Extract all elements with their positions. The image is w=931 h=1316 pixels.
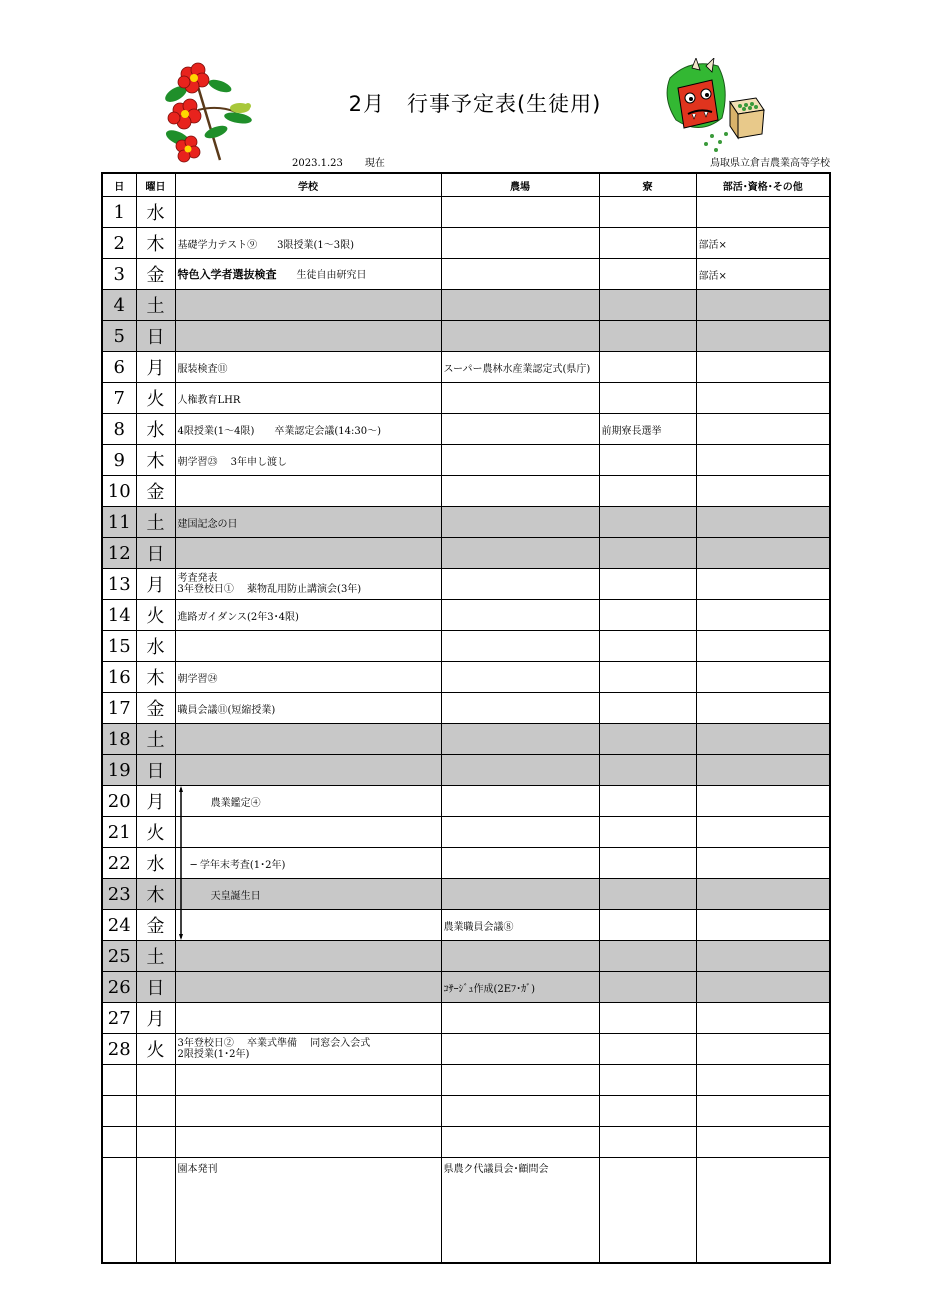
- dorm-event: 前期寮長選挙: [599, 414, 696, 445]
- school-event-text: 生徒自由研究日: [276, 270, 367, 281]
- table-row: [102, 197, 830, 228]
- weekday: 金: [136, 259, 175, 290]
- notes-weekday: [136, 1158, 175, 1264]
- school-event: [175, 290, 441, 321]
- weekday: 火: [136, 600, 175, 631]
- weekday: 火: [136, 1034, 175, 1065]
- weekday: 月: [136, 1003, 175, 1034]
- school-event: 天皇誕生日: [175, 879, 441, 910]
- dorm-event: [599, 724, 696, 755]
- club-event: [696, 538, 830, 569]
- school-event: [175, 321, 441, 352]
- club-event: [696, 879, 830, 910]
- club-event: 部活×: [696, 228, 830, 259]
- table-row: [102, 1127, 830, 1158]
- farm-event: [441, 569, 599, 600]
- school-event: 進路ガイダンス(2年3･4限): [175, 600, 441, 631]
- day-number: 6: [102, 352, 136, 383]
- weekday: [136, 1096, 175, 1127]
- col-dorm: 寮: [599, 173, 696, 197]
- club-event: [696, 1034, 830, 1065]
- dorm-event: [599, 476, 696, 507]
- day-number: 28: [102, 1034, 136, 1065]
- school-event: 朝学習㉓ 3年申し渡し: [175, 445, 441, 476]
- table-row: [102, 631, 830, 662]
- school-event: [175, 941, 441, 972]
- table-row: [102, 383, 830, 414]
- weekday: 火: [136, 817, 175, 848]
- table-row: [102, 228, 830, 259]
- weekday: 水: [136, 197, 175, 228]
- table-row: [102, 941, 830, 972]
- bean-box-icon: [730, 98, 764, 138]
- day-number: 26: [102, 972, 136, 1003]
- weekday: 金: [136, 476, 175, 507]
- day-number: 19: [102, 755, 136, 786]
- day-number: 4: [102, 290, 136, 321]
- club-event: [696, 786, 830, 817]
- weekday: 水: [136, 414, 175, 445]
- farm-event: [441, 662, 599, 693]
- table-row: [102, 600, 830, 631]
- club-event: [696, 569, 830, 600]
- farm-event: [441, 631, 599, 662]
- weekday: 日: [136, 538, 175, 569]
- table-row: [102, 476, 830, 507]
- weekday: 日: [136, 755, 175, 786]
- weekday: [136, 1065, 175, 1096]
- weekday: 金: [136, 693, 175, 724]
- notes-farm: 県農ク代議員会･顧問会: [441, 1158, 599, 1264]
- day-number: 25: [102, 941, 136, 972]
- page-title: 2月 行事予定表(生徒用): [348, 92, 602, 116]
- farm-event: [441, 538, 599, 569]
- dorm-event: [599, 786, 696, 817]
- table-row: [102, 538, 830, 569]
- weekday: 水: [136, 848, 175, 879]
- table-row: [102, 693, 830, 724]
- farm-event: [441, 321, 599, 352]
- table-row: [102, 1034, 830, 1065]
- weekday: 木: [136, 879, 175, 910]
- day-number: 20: [102, 786, 136, 817]
- dorm-event: [599, 197, 696, 228]
- school-event: [175, 1003, 441, 1034]
- dorm-event: [599, 941, 696, 972]
- day-number: 13: [102, 569, 136, 600]
- table-row: [102, 352, 830, 383]
- dorm-event: [599, 879, 696, 910]
- dorm-event: [599, 755, 696, 786]
- table-row: [102, 1065, 830, 1096]
- table-row: [102, 321, 830, 352]
- farm-event: 農業職員会議⑧: [441, 910, 599, 941]
- dorm-event: [599, 631, 696, 662]
- school-event: 服装検査⑪: [175, 352, 441, 383]
- club-event: [696, 972, 830, 1003]
- col-farm: 農場: [441, 173, 599, 197]
- dorm-event: [599, 910, 696, 941]
- farm-event: [441, 228, 599, 259]
- weekday: 月: [136, 352, 175, 383]
- dorm-event: [599, 259, 696, 290]
- dorm-event: [599, 600, 696, 631]
- day-number: 11: [102, 507, 136, 538]
- farm-event: [441, 476, 599, 507]
- col-school: 学校: [175, 173, 441, 197]
- table-row: [102, 724, 830, 755]
- date-suffix: 現在: [364, 158, 385, 169]
- school-event-line: 3年登校日① 薬物乱用防止講演会(3年): [177, 584, 362, 595]
- dorm-event: [599, 321, 696, 352]
- header-row: [102, 173, 830, 197]
- dorm-event: [599, 1034, 696, 1065]
- club-event: [696, 662, 830, 693]
- day-number: 27: [102, 1003, 136, 1034]
- club-event: [696, 817, 830, 848]
- day-number: 18: [102, 724, 136, 755]
- table-row: [102, 569, 830, 600]
- dorm-event: [599, 538, 696, 569]
- club-event: [696, 445, 830, 476]
- club-event: [696, 693, 830, 724]
- school-event: 人権教育LHR: [175, 383, 441, 414]
- school-event: [175, 1127, 441, 1158]
- weekday: 月: [136, 786, 175, 817]
- school-event: 建国記念の日: [175, 507, 441, 538]
- day-number: 1: [102, 197, 136, 228]
- school-event: ─ 学年末考査(1･2年): [175, 848, 441, 879]
- weekday: 火: [136, 383, 175, 414]
- school-event-line: 2限授業(1･2年): [177, 1049, 250, 1060]
- club-event: [696, 321, 830, 352]
- day-number: 9: [102, 445, 136, 476]
- school-event: 基礎学力テスト⑨ 3限授業(1～3限): [175, 228, 441, 259]
- weekday: 金: [136, 910, 175, 941]
- notes-row: [102, 1158, 830, 1264]
- school-event: [175, 972, 441, 1003]
- day-number: [102, 1096, 136, 1127]
- school-event: [175, 1034, 441, 1065]
- club-event: [696, 383, 830, 414]
- weekday: 月: [136, 569, 175, 600]
- day-number: 3: [102, 259, 136, 290]
- table-row: [102, 786, 830, 817]
- farm-event: [441, 848, 599, 879]
- exam-period-arrow-icon: [179, 786, 183, 940]
- farm-event: [441, 290, 599, 321]
- school-event: [175, 538, 441, 569]
- day-number: 24: [102, 910, 136, 941]
- club-event: [696, 600, 830, 631]
- school-event: 4限授業(1～4限) 卒業認定会議(14:30～): [175, 414, 441, 445]
- farm-event: [441, 1034, 599, 1065]
- club-event: [696, 1065, 830, 1096]
- notes-club: [696, 1158, 830, 1264]
- farm-event: [441, 414, 599, 445]
- day-number: 22: [102, 848, 136, 879]
- farm-event: [441, 383, 599, 414]
- day-number: 8: [102, 414, 136, 445]
- school-event: [175, 631, 441, 662]
- school-event: [175, 259, 441, 290]
- dorm-event: [599, 569, 696, 600]
- col-club: 部活･資格･その他: [696, 173, 830, 197]
- club-event: [696, 352, 830, 383]
- day-number: 17: [102, 693, 136, 724]
- day-number: 5: [102, 321, 136, 352]
- dorm-event: [599, 1096, 696, 1127]
- table-row: [102, 445, 830, 476]
- school-event: [175, 1096, 441, 1127]
- dorm-event: [599, 507, 696, 538]
- day-number: 23: [102, 879, 136, 910]
- farm-event: スーパー農林水産業認定式(県庁): [441, 352, 599, 383]
- dorm-event: [599, 1003, 696, 1034]
- club-event: [696, 848, 830, 879]
- club-event: [696, 910, 830, 941]
- notes-dorm: [599, 1158, 696, 1264]
- school-event: 朝学習㉔: [175, 662, 441, 693]
- weekday: 土: [136, 507, 175, 538]
- day-number: [102, 1065, 136, 1096]
- dorm-event: [599, 445, 696, 476]
- club-event: 部活×: [696, 259, 830, 290]
- day-number: 12: [102, 538, 136, 569]
- school-event: 職員会議⑪(短縮授業): [175, 693, 441, 724]
- notes-day: [102, 1158, 136, 1264]
- dorm-event: [599, 662, 696, 693]
- farm-event: [441, 197, 599, 228]
- farm-event: [441, 755, 599, 786]
- table-row: [102, 817, 830, 848]
- weekday: 土: [136, 290, 175, 321]
- table-row: [102, 755, 830, 786]
- dorm-event: [599, 693, 696, 724]
- schedule-table: [101, 172, 831, 1264]
- col-day: 日: [102, 173, 136, 197]
- farm-event: [441, 445, 599, 476]
- dorm-event: [599, 972, 696, 1003]
- club-event: [696, 414, 830, 445]
- weekday: 水: [136, 631, 175, 662]
- issue-date: 2023.1.23: [292, 158, 343, 169]
- school-name: 鳥取県立倉吉農業高等学校: [710, 158, 830, 169]
- school-event: [175, 1065, 441, 1096]
- farm-event: [441, 693, 599, 724]
- table-row: [102, 290, 830, 321]
- school-event: [175, 910, 441, 941]
- club-event: [696, 197, 830, 228]
- club-event: [696, 631, 830, 662]
- table-row: [102, 1096, 830, 1127]
- day-number: [102, 1127, 136, 1158]
- school-event: [175, 817, 441, 848]
- farm-event: [441, 724, 599, 755]
- school-event: [175, 724, 441, 755]
- table-row: [102, 259, 830, 290]
- club-event: [696, 1127, 830, 1158]
- table-row: [102, 1003, 830, 1034]
- farm-event: [441, 600, 599, 631]
- weekday: 木: [136, 662, 175, 693]
- date-line: [292, 154, 407, 169]
- day-number: 2: [102, 228, 136, 259]
- notes-school: 園本発刊: [175, 1158, 441, 1264]
- weekday: 日: [136, 972, 175, 1003]
- dorm-event: [599, 817, 696, 848]
- dorm-event: [599, 228, 696, 259]
- farm-event: [441, 817, 599, 848]
- school-event-line: 考査発表: [177, 573, 218, 584]
- club-event: [696, 1003, 830, 1034]
- farm-event: [441, 507, 599, 538]
- oni-mask-icon: [660, 58, 770, 158]
- weekday: 日: [136, 321, 175, 352]
- weekday: 土: [136, 941, 175, 972]
- farm-event: [441, 1127, 599, 1158]
- school-event: 農業鑑定④: [175, 786, 441, 817]
- dorm-event: [599, 383, 696, 414]
- dorm-event: [599, 848, 696, 879]
- table-row: [102, 972, 830, 1003]
- school-event: [175, 197, 441, 228]
- school-event: [175, 476, 441, 507]
- school-event-line: 3年登校日② 卒業式準備 同窓会入会式: [177, 1038, 371, 1049]
- day-number: 16: [102, 662, 136, 693]
- dorm-event: [599, 290, 696, 321]
- table-row: [102, 662, 830, 693]
- club-event: [696, 507, 830, 538]
- weekday: 木: [136, 228, 175, 259]
- table-row: [102, 848, 830, 879]
- day-number: 10: [102, 476, 136, 507]
- school-event-bold: 特色入学者選抜検査: [177, 268, 277, 281]
- table-row: [102, 879, 830, 910]
- day-number: 21: [102, 817, 136, 848]
- day-number: 7: [102, 383, 136, 414]
- weekday: [136, 1127, 175, 1158]
- farm-event: [441, 1003, 599, 1034]
- weekday: 土: [136, 724, 175, 755]
- farm-event: [441, 259, 599, 290]
- farm-event: [441, 786, 599, 817]
- farm-event: ｺｻｰｼﾞｭ作成(2Eﾌ･ｶﾞ): [441, 972, 599, 1003]
- weekday: 木: [136, 445, 175, 476]
- table-row: [102, 507, 830, 538]
- school-event: [175, 569, 441, 600]
- table-row: [102, 414, 830, 445]
- dorm-event: [599, 1127, 696, 1158]
- club-event: [696, 724, 830, 755]
- day-number: 15: [102, 631, 136, 662]
- dorm-event: [599, 352, 696, 383]
- club-event: [696, 476, 830, 507]
- camellia-flower-icon: [158, 60, 258, 165]
- day-number: 14: [102, 600, 136, 631]
- club-event: [696, 1096, 830, 1127]
- farm-event: [441, 879, 599, 910]
- club-event: [696, 290, 830, 321]
- farm-event: [441, 941, 599, 972]
- farm-event: [441, 1065, 599, 1096]
- farm-event: [441, 1096, 599, 1127]
- club-event: [696, 755, 830, 786]
- club-event: [696, 941, 830, 972]
- school-event: [175, 755, 441, 786]
- table-row: [102, 910, 830, 941]
- col-weekday: 曜日: [136, 173, 175, 197]
- dorm-event: [599, 1065, 696, 1096]
